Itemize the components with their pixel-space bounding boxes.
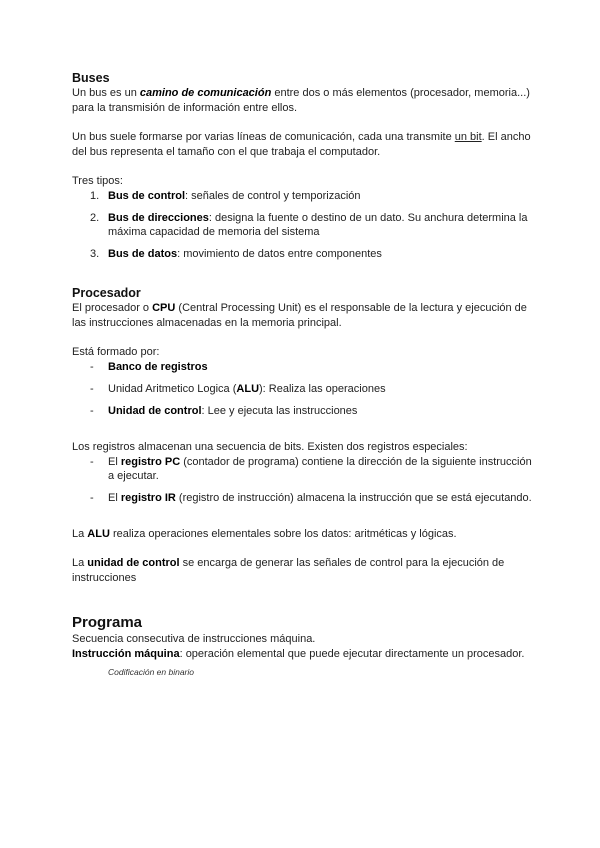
encoding-caption: Codificación en binario bbox=[108, 667, 194, 677]
underlined-term: un bit bbox=[454, 131, 482, 143]
list-item: - Unidad de control: Lee y ejecuta las instrucciones bbox=[90, 405, 358, 417]
list-item: 1. Bus de control: señales de control y temporización bbox=[90, 190, 361, 202]
section-title-programa: Programa bbox=[72, 614, 143, 631]
alu-paragraph: La ALU realiza operaciones elementales sobre los datos: aritméticas y lógicas. bbox=[72, 528, 457, 540]
list-item: - El registro PC (contador de programa) contiene la dirección de la siguiente instrucción a ejecutar. bbox=[90, 456, 532, 482]
procesador-parts-list bbox=[72, 360, 532, 418]
registers-intro: Los registros almacenan una secuencia de bits. Existen dos registros especiales: bbox=[72, 441, 468, 453]
registers-list bbox=[72, 455, 532, 505]
section-title-procesador: Procesador bbox=[72, 286, 141, 300]
buses-emphasis: camino de comunicación bbox=[139, 87, 272, 99]
bus-types-list bbox=[72, 189, 532, 261]
procesador-parts-intro: Está formado por: bbox=[72, 346, 160, 358]
document-page bbox=[72, 70, 532, 678]
list-item: - Unidad Aritmetico Logica (ALU): Realiza las operaciones bbox=[90, 383, 386, 395]
control-unit-paragraph: La unidad de control se encarga de generar las señales de control para la ejecución de instrucciones bbox=[72, 557, 505, 584]
programa-definition: Secuencia consecutiva de instrucciones máquina. bbox=[72, 633, 316, 645]
list-item: 2. Bus de direcciones: designa la fuente o destino de un dato. Su anchura determina la máxima capacidad de memoria del sistema bbox=[90, 212, 528, 238]
list-item: - Banco de registros bbox=[90, 361, 208, 373]
buses-width-paragraph: Un bus suele formarse por varias líneas de comunicación, cada una transmite un bit. El ancho del bus representa el tamaño con el que trabaja el computador. bbox=[72, 131, 531, 158]
machine-instruction-paragraph: Instrucción máquina: operación elemental que puede ejecutar directamente un procesador. bbox=[72, 648, 525, 660]
list-item: 3. Bus de datos: movimiento de datos entre componentes bbox=[90, 248, 382, 260]
list-item: - El registro IR (registro de instrucción) almacena la instrucción que se está ejecutando. bbox=[90, 492, 532, 504]
procesador-definition: El procesador o CPU (Central Processing Unit) es el responsable de la lectura y ejecución de las instrucciones almacenadas en la memoria principal. bbox=[72, 302, 527, 329]
section-title-buses: Buses bbox=[72, 71, 110, 85]
buses-definition: Un bus es un camino de comunicación entre dos o más elementos (procesador, memoria...) para la transmisión de información entre ellos. bbox=[72, 87, 530, 114]
bus-types-intro: Tres tipos: bbox=[72, 175, 123, 187]
